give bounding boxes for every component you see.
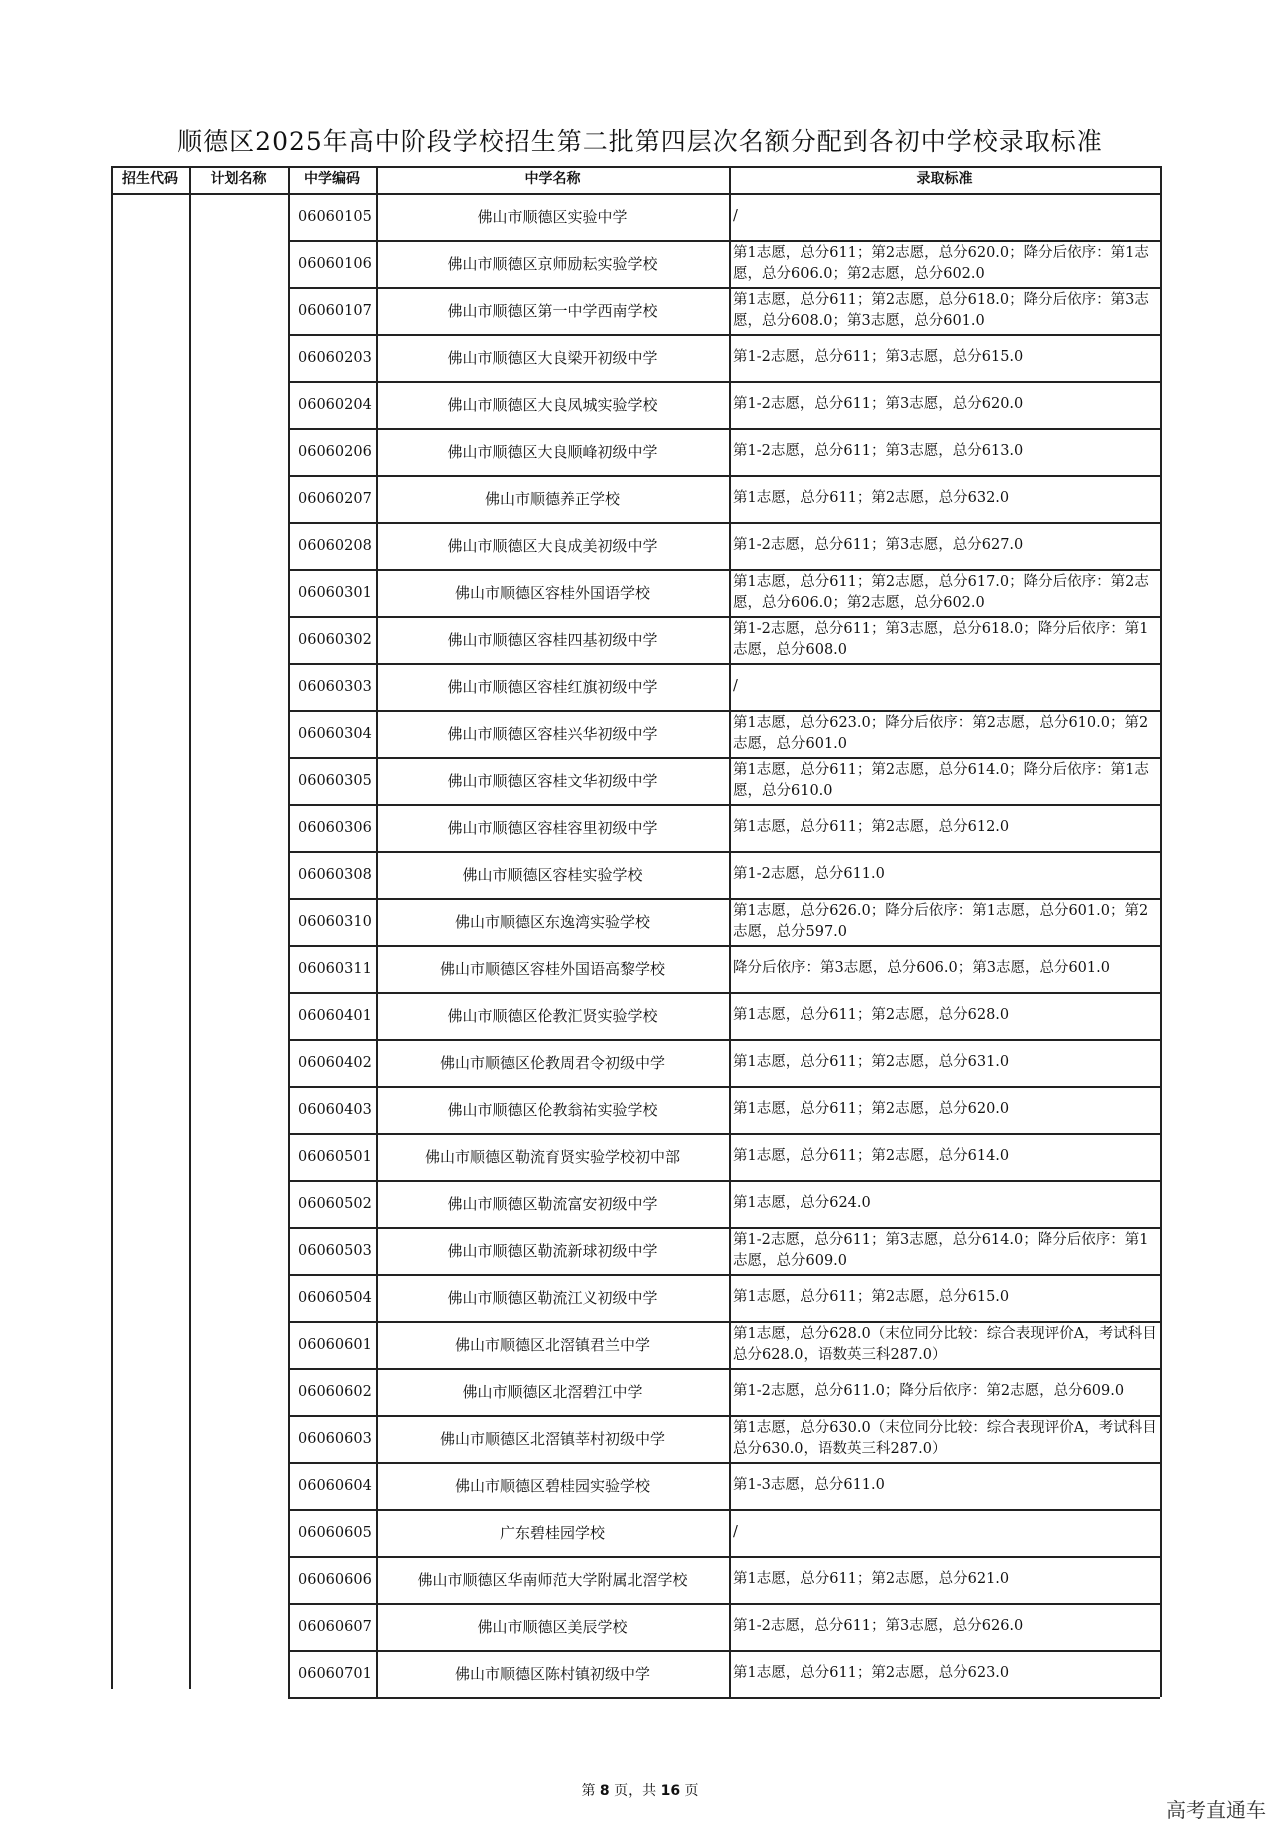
criteria-cell: 第1-2志愿，总分611；第3志愿，总分626.0 <box>733 1618 1024 1634</box>
header-school-name: 中学名称 <box>524 171 581 187</box>
criteria-cell: 第1-2志愿，总分611；第3志愿，总分627.0 <box>733 537 1024 553</box>
school-code-cell: 06060304 <box>298 725 372 742</box>
school-code-cell: 06060305 <box>298 772 372 789</box>
school-name-cell: 佛山市顺德区陈村镇初级中学 <box>454 1665 650 1683</box>
column-line <box>111 166 113 1689</box>
criteria-cell: 第1志愿，总分611；第2志愿，总分617.0；降分后依序：第2志愿，总分606.0；第2志愿，总分602.0 <box>733 573 1149 611</box>
school-name-cell: 佛山市顺德区勒流育贤实验学校初中部 <box>424 1148 680 1166</box>
school-code-cell: 06060607 <box>298 1618 372 1635</box>
criteria-cell: 第1志愿，总分611；第2志愿，总分632.0 <box>733 490 1010 506</box>
criteria-cell: 第1-2志愿，总分611；第3志愿，总分614.0；降分后依序：第1志愿，总分609.0 <box>733 1231 1149 1269</box>
school-code-cell: 06060105 <box>298 208 372 225</box>
school-name-cell: 佛山市顺德区美辰学校 <box>477 1618 628 1636</box>
school-code-cell: 06060308 <box>298 866 372 883</box>
footer-prefix: 第 <box>581 1783 596 1799</box>
header-plan-name: 计划名称 <box>210 171 267 187</box>
school-code-cell: 06060603 <box>298 1430 372 1447</box>
criteria-cell: / <box>733 208 738 224</box>
school-name-cell: 佛山市顺德区大良凤城实验学校 <box>447 396 658 414</box>
criteria-cell: 第1志愿，总分611；第2志愿，总分620.0 <box>733 1101 1010 1117</box>
school-name-cell: 佛山市顺德区大良梁开初级中学 <box>447 349 658 367</box>
criteria-cell: 第1志愿，总分624.0 <box>733 1195 871 1211</box>
header-school-code: 中学编码 <box>304 171 360 187</box>
school-name-cell: 广东碧桂园学校 <box>499 1524 605 1542</box>
school-name-cell: 佛山市顺德区第一中学西南学校 <box>447 302 658 320</box>
school-name-cell: 佛山市顺德区容桂实验学校 <box>462 866 643 884</box>
criteria-cell: 第1志愿，总分628.0（末位同分比较：综合表现评价A，考试科目总分628.0，语数英三科287.0） <box>733 1325 1157 1363</box>
criteria-cell: 第1志愿，总分611；第2志愿，总分623.0 <box>733 1665 1010 1681</box>
page-title: 顺德区2025年高中阶段学校招生第二批第四层次名额分配到各初中学校录取标准 <box>177 127 1103 156</box>
school-name-cell: 佛山市顺德区伦教周君令初级中学 <box>439 1054 665 1072</box>
school-name-cell: 佛山市顺德区容桂红旗初级中学 <box>447 678 658 696</box>
footer-page-number: 8 <box>599 1783 610 1799</box>
school-code-cell: 06060502 <box>298 1195 372 1212</box>
school-name-cell: 佛山市顺德区北滘镇君兰中学 <box>454 1336 650 1354</box>
school-name-cell: 佛山市顺德区碧桂园实验学校 <box>454 1477 650 1495</box>
school-name-cell: 佛山市顺德养正学校 <box>484 490 620 508</box>
criteria-cell: 第1志愿，总分611；第2志愿，总分612.0 <box>733 819 1010 835</box>
footer-suffix: 页 <box>684 1783 699 1799</box>
school-code-cell: 06060203 <box>298 349 372 366</box>
school-code-cell: 06060504 <box>298 1289 372 1306</box>
school-code-cell: 06060206 <box>298 443 372 460</box>
header-plan-code: 招生代码 <box>122 171 178 187</box>
school-name-cell: 佛山市顺德区北滘镇莘村初级中学 <box>439 1430 665 1448</box>
school-code-cell: 06060208 <box>298 537 372 554</box>
school-code-cell: 06060604 <box>298 1477 372 1494</box>
school-code-cell: 06060605 <box>298 1524 372 1541</box>
school-name-cell: 佛山市顺德区容桂外国语高黎学校 <box>439 960 665 978</box>
column-line <box>1160 166 1162 1697</box>
criteria-cell: 第1志愿，总分611；第2志愿，总分631.0 <box>733 1054 1010 1070</box>
criteria-cell: 第1志愿，总分611；第2志愿，总分614.0；降分后依序：第1志愿，总分610.0 <box>733 761 1149 799</box>
school-code-cell: 06060106 <box>298 255 372 272</box>
criteria-cell: 第1-2志愿，总分611.0；降分后依序：第2志愿，总分609.0 <box>733 1383 1125 1399</box>
school-code-cell: 06060402 <box>298 1054 372 1071</box>
criteria-cell: 第1-2志愿，总分611；第3志愿，总分620.0 <box>733 396 1024 412</box>
header-top-line <box>111 166 1160 168</box>
school-name-cell: 佛山市顺德区容桂四基初级中学 <box>447 631 658 649</box>
school-code-cell: 06060301 <box>298 584 372 601</box>
school-name-cell: 佛山市顺德区容桂文华初级中学 <box>447 772 658 790</box>
criteria-cell: 降分后依序：第3志愿，总分606.0；第3志愿，总分601.0 <box>733 960 1110 976</box>
criteria-cell: 第1志愿，总分630.0（末位同分比较：综合表现评价A，考试科目总分630.0，语数英三科287.0） <box>733 1419 1157 1457</box>
school-code-cell: 06060107 <box>298 302 372 319</box>
school-code-cell: 06060207 <box>298 490 372 507</box>
school-name-cell: 佛山市顺德区容桂兴华初级中学 <box>447 725 658 743</box>
criteria-cell: 第1-3志愿，总分611.0 <box>733 1477 885 1493</box>
criteria-cell: 第1志愿，总分611；第2志愿，总分620.0；降分后依序：第1志愿，总分606.0；第2志愿，总分602.0 <box>733 244 1149 282</box>
school-code-cell: 06060601 <box>298 1336 372 1353</box>
school-name-cell: 佛山市顺德区容桂外国语学校 <box>454 584 650 602</box>
school-name-cell: 佛山市顺德区京师励耘实验学校 <box>447 255 658 273</box>
school-name-cell: 佛山市顺德区勒流富安初级中学 <box>447 1195 658 1213</box>
criteria-cell: 第1志愿，总分626.0；降分后依序：第1志愿，总分601.0；第2志愿，总分597.0 <box>733 902 1149 940</box>
school-name-cell: 佛山市顺德区实验中学 <box>477 208 628 226</box>
school-code-cell: 06060310 <box>298 913 372 930</box>
criteria-cell: 第1-2志愿，总分611；第3志愿，总分618.0；降分后依序：第1志愿，总分608.0 <box>733 620 1149 658</box>
school-name-cell: 佛山市顺德区容桂容里初级中学 <box>447 819 658 837</box>
school-name-cell: 佛山市顺德区北滘碧江中学 <box>462 1383 643 1401</box>
school-name-cell: 佛山市顺德区伦教翁祐实验学校 <box>447 1101 658 1119</box>
criteria-cell: / <box>733 678 738 694</box>
row-line <box>288 1697 1160 1699</box>
criteria-cell: 第1志愿，总分611；第2志愿，总分614.0 <box>733 1148 1010 1164</box>
watermark: 高考直通车 <box>1166 1798 1266 1822</box>
school-code-cell: 06060204 <box>298 396 372 413</box>
criteria-cell: 第1-2志愿，总分611；第3志愿，总分615.0 <box>733 349 1024 365</box>
school-code-cell: 06060302 <box>298 631 372 648</box>
school-code-cell: 06060606 <box>298 1571 372 1588</box>
column-line <box>189 166 191 1689</box>
school-code-cell: 06060401 <box>298 1007 372 1024</box>
school-name-cell: 佛山市顺德区勒流新球初级中学 <box>447 1242 658 1260</box>
criteria-cell: 第1-2志愿，总分611.0 <box>733 866 885 882</box>
school-code-cell: 06060306 <box>298 819 372 836</box>
criteria-cell: 第1志愿，总分623.0；降分后依序：第2志愿，总分610.0；第2志愿，总分601.0 <box>733 714 1149 752</box>
school-name-cell: 佛山市顺德区大良成美初级中学 <box>447 537 658 555</box>
criteria-cell: 第1志愿，总分611；第2志愿，总分628.0 <box>733 1007 1010 1023</box>
school-code-cell: 06060503 <box>298 1242 372 1259</box>
footer-middle: 页，共 <box>614 1783 657 1799</box>
school-code-cell: 06060701 <box>298 1665 372 1682</box>
school-name-cell: 佛山市顺德区伦教汇贤实验学校 <box>447 1007 658 1025</box>
school-code-cell: 06060602 <box>298 1383 372 1400</box>
school-name-cell: 佛山市顺德区东逸湾实验学校 <box>454 913 650 931</box>
school-code-cell: 06060311 <box>298 960 372 977</box>
criteria-cell: 第1-2志愿，总分611；第3志愿，总分613.0 <box>733 443 1024 459</box>
criteria-cell: 第1志愿，总分611；第2志愿，总分621.0 <box>733 1571 1010 1587</box>
school-name-cell: 佛山市顺德区勒流江义初级中学 <box>447 1289 658 1307</box>
school-code-cell: 06060501 <box>298 1148 372 1165</box>
footer-total-pages: 16 <box>660 1783 681 1799</box>
header-criteria: 录取标准 <box>916 171 973 187</box>
criteria-cell: / <box>733 1524 738 1540</box>
school-code-cell: 06060303 <box>298 678 372 695</box>
school-name-cell: 佛山市顺德区华南师范大学附属北滘学校 <box>417 1571 688 1589</box>
school-name-cell: 佛山市顺德区大良顺峰初级中学 <box>447 443 658 461</box>
criteria-cell: 第1志愿，总分611；第2志愿，总分615.0 <box>733 1289 1010 1305</box>
criteria-cell: 第1志愿，总分611；第2志愿，总分618.0；降分后依序：第3志愿，总分608.0；第3志愿，总分601.0 <box>733 291 1149 329</box>
school-code-cell: 06060403 <box>298 1101 372 1118</box>
page-footer <box>0 1780 1280 1800</box>
